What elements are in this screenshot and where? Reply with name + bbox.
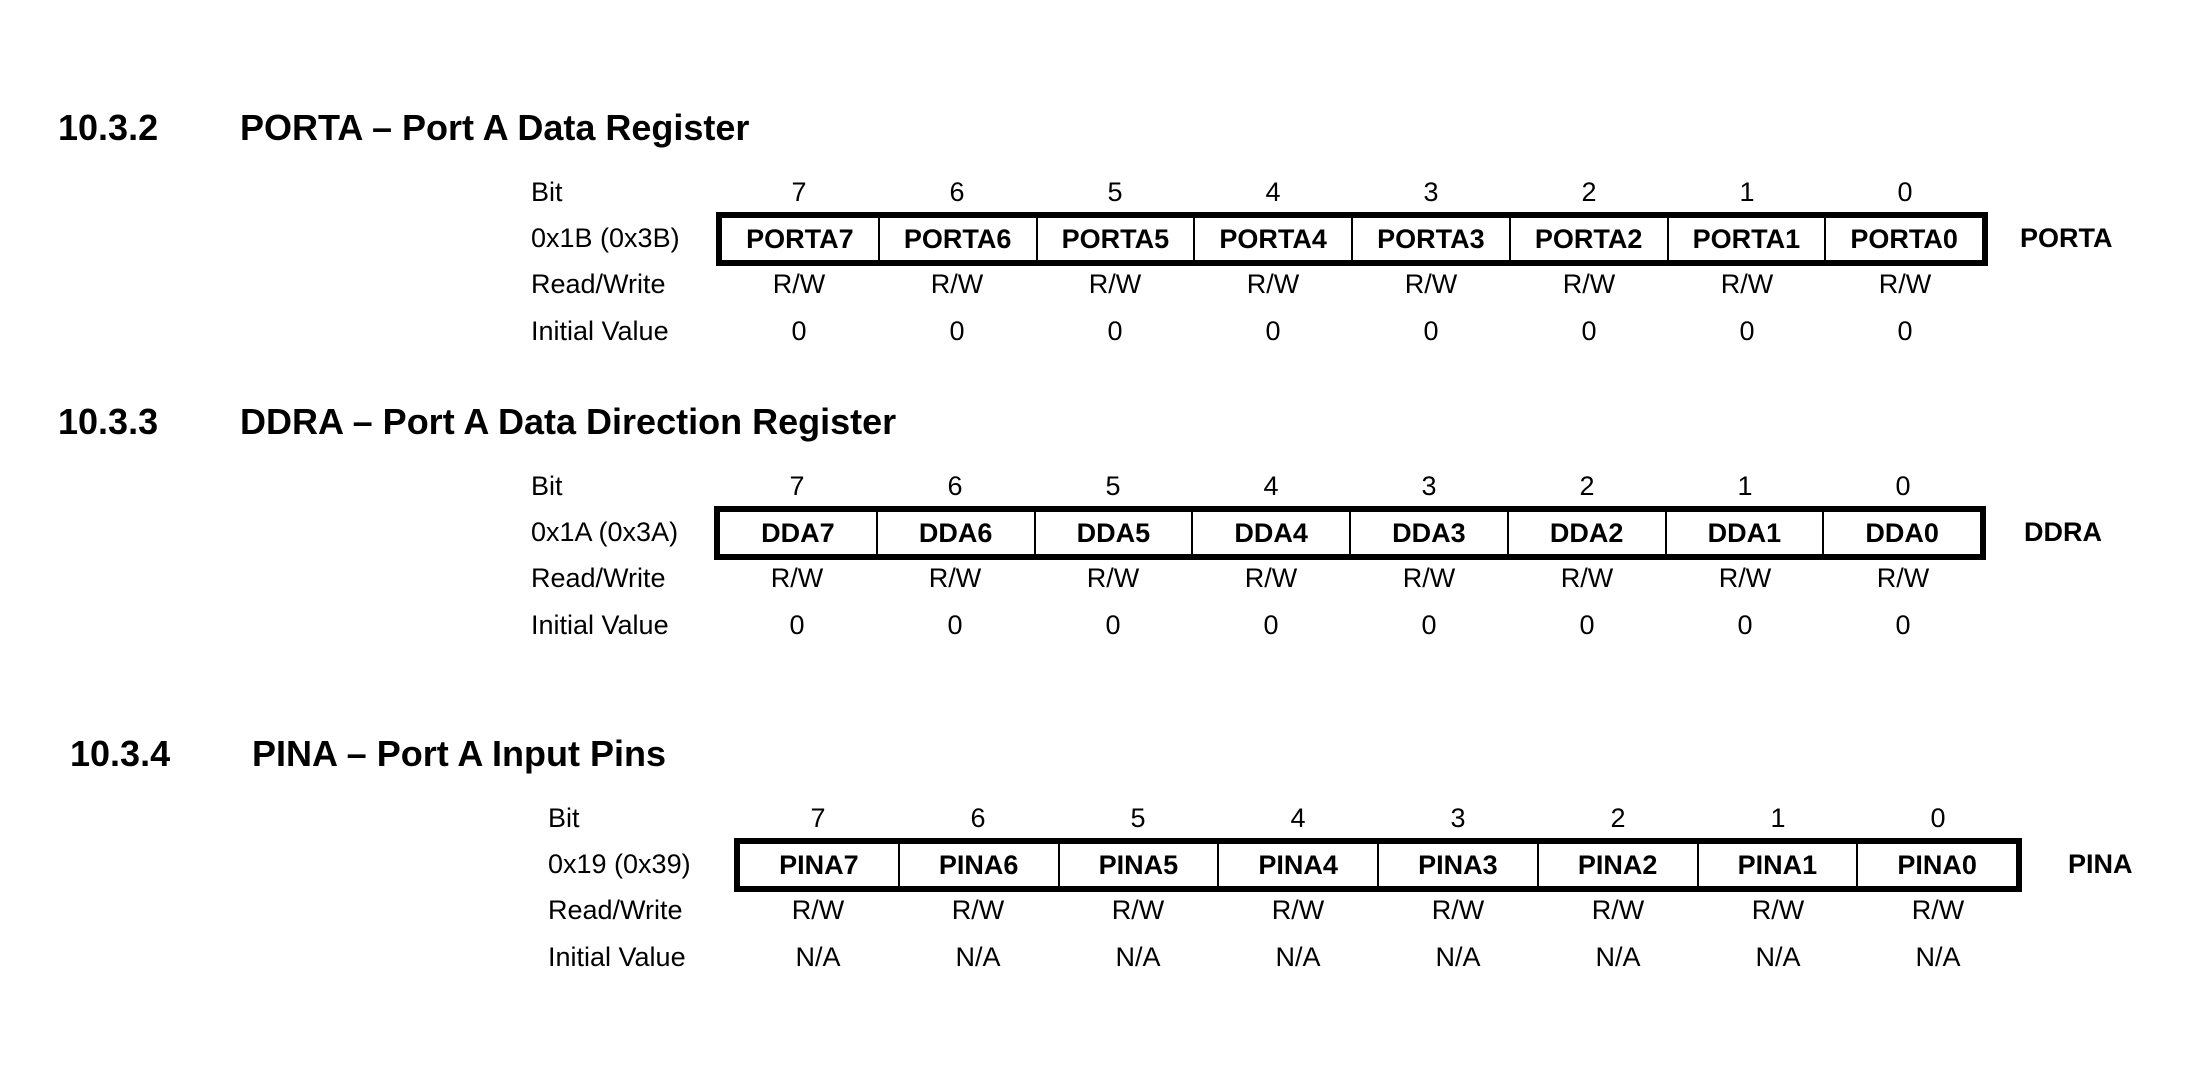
- access-value: R/W: [1431, 895, 1485, 925]
- register-name: PINA: [2068, 849, 2133, 879]
- initial-value: N/A: [795, 942, 841, 972]
- initial-value-label: Initial Value: [531, 316, 669, 346]
- access-value: R/W: [1560, 563, 1614, 593]
- bit-number: 3: [1423, 177, 1439, 207]
- address-label: 0x19 (0x39): [548, 849, 691, 879]
- bit-field: PINA7: [779, 849, 859, 880]
- bit-number: 6: [970, 803, 986, 833]
- access-value: R/W: [770, 563, 824, 593]
- bit-number: 2: [1579, 471, 1595, 501]
- access-value: R/W: [1591, 895, 1645, 925]
- initial-value: 0: [1265, 316, 1281, 346]
- initial-value: 0: [949, 316, 965, 346]
- initial-value: 0: [1263, 610, 1279, 640]
- initial-value-label: Initial Value: [531, 610, 669, 640]
- access-value: R/W: [951, 895, 1005, 925]
- bit-number: 7: [791, 177, 807, 207]
- bit-field: PINA3: [1377, 844, 1537, 886]
- section-heading: [58, 401, 897, 442]
- initial-value: N/A: [1275, 942, 1321, 972]
- register-name: PORTA: [2020, 223, 2113, 253]
- bit-field: PORTA7: [746, 223, 854, 254]
- initial-value: N/A: [955, 942, 1001, 972]
- register-bit-fields: [714, 506, 1986, 560]
- access-value: R/W: [1720, 269, 1774, 299]
- initial-value: N/A: [1435, 942, 1481, 972]
- access-value: R/W: [1876, 563, 1930, 593]
- bit-number: 0: [1897, 177, 1913, 207]
- bit-number: 0: [1930, 803, 1946, 833]
- bit-number: 1: [1770, 803, 1786, 833]
- access-value: R/W: [1402, 563, 1456, 593]
- initial-value: 0: [947, 610, 963, 640]
- access-value: R/W: [1562, 269, 1616, 299]
- access-value: R/W: [930, 269, 984, 299]
- bit-number: 3: [1450, 803, 1466, 833]
- initial-value: N/A: [1115, 942, 1161, 972]
- bit-number: 4: [1265, 177, 1281, 207]
- bit-field: PORTA0: [1824, 218, 1982, 260]
- bit-field: DDA1: [1665, 512, 1823, 554]
- bit-field: PINA2: [1537, 844, 1697, 886]
- section-number: 10.3.3: [58, 401, 159, 442]
- address-label: 0x1A (0x3A): [531, 517, 679, 547]
- bit-number: 4: [1263, 471, 1279, 501]
- initial-value: 0: [791, 316, 807, 346]
- section-number: 10.3.4: [70, 733, 171, 774]
- section-heading: [58, 107, 750, 148]
- bit-number: 6: [947, 471, 963, 501]
- bit-number: 6: [949, 177, 965, 207]
- access-value: R/W: [1244, 563, 1298, 593]
- bit-number: 1: [1737, 471, 1753, 501]
- bit-field: DDA7: [761, 517, 835, 548]
- bit-field: PINA4: [1217, 844, 1377, 886]
- initial-value: 0: [1107, 316, 1123, 346]
- section-title: DDRA – Port A Data Direction Register: [240, 401, 897, 442]
- bit-number: 1: [1739, 177, 1755, 207]
- bit-row-label: Bit: [548, 803, 580, 833]
- bit-field: PORTA2: [1509, 218, 1667, 260]
- register-bit-fields: [716, 212, 1988, 266]
- access-value: R/W: [791, 895, 845, 925]
- access-value: R/W: [1751, 895, 1805, 925]
- bit-field: PORTA6: [878, 218, 1036, 260]
- initial-value: N/A: [1755, 942, 1801, 972]
- initial-value: 0: [1737, 610, 1753, 640]
- read-write-label: Read/Write: [548, 895, 683, 925]
- bit-number: 0: [1895, 471, 1911, 501]
- bit-field: DDA6: [876, 512, 1034, 554]
- initial-value: N/A: [1915, 942, 1961, 972]
- bit-row-label: Bit: [531, 177, 563, 207]
- bit-number: 5: [1130, 803, 1146, 833]
- bit-field: DDA4: [1191, 512, 1349, 554]
- bit-field: PORTA5: [1036, 218, 1194, 260]
- bit-field: DDA5: [1034, 512, 1192, 554]
- access-value: R/W: [928, 563, 982, 593]
- bit-field: PORTA1: [1667, 218, 1825, 260]
- register-name: DDRA: [2024, 517, 2102, 547]
- bit-number: 4: [1290, 803, 1306, 833]
- initial-value: N/A: [1595, 942, 1641, 972]
- initial-value: 0: [1423, 316, 1439, 346]
- access-value: R/W: [1718, 563, 1772, 593]
- bit-number: 5: [1105, 471, 1121, 501]
- section-heading: [70, 733, 667, 774]
- access-value: R/W: [1246, 269, 1300, 299]
- bit-field: PINA5: [1058, 844, 1218, 886]
- bit-row-label: Bit: [531, 471, 563, 501]
- register-bit-fields: [734, 838, 2022, 892]
- bit-field: PINA0: [1856, 844, 2016, 886]
- initial-value: 0: [789, 610, 805, 640]
- access-value: R/W: [772, 269, 826, 299]
- initial-value: 0: [1581, 316, 1597, 346]
- bit-field: PINA1: [1697, 844, 1857, 886]
- read-write-label: Read/Write: [531, 563, 666, 593]
- read-write-label: Read/Write: [531, 269, 666, 299]
- initial-value: 0: [1739, 316, 1755, 346]
- bit-field: DDA3: [1349, 512, 1507, 554]
- bit-number: 2: [1581, 177, 1597, 207]
- access-value: R/W: [1878, 269, 1932, 299]
- bit-number: 7: [789, 471, 805, 501]
- bit-field: DDA2: [1507, 512, 1665, 554]
- bit-field: PINA6: [898, 844, 1058, 886]
- bit-number: 3: [1421, 471, 1437, 501]
- address-label: 0x1B (0x3B): [531, 223, 680, 253]
- initial-value: 0: [1895, 610, 1911, 640]
- initial-value: 0: [1421, 610, 1437, 640]
- section-title: PORTA – Port A Data Register: [240, 107, 750, 148]
- access-value: R/W: [1404, 269, 1458, 299]
- initial-value: 0: [1897, 316, 1913, 346]
- access-value: R/W: [1088, 269, 1142, 299]
- bit-number: 5: [1107, 177, 1123, 207]
- bit-field: PORTA3: [1351, 218, 1509, 260]
- initial-value-label: Initial Value: [548, 942, 686, 972]
- bit-field: PORTA4: [1193, 218, 1351, 260]
- access-value: R/W: [1271, 895, 1325, 925]
- initial-value: 0: [1105, 610, 1121, 640]
- bit-field: DDA0: [1822, 512, 1980, 554]
- section-title: PINA – Port A Input Pins: [252, 733, 667, 774]
- initial-value: 0: [1579, 610, 1595, 640]
- access-value: R/W: [1111, 895, 1165, 925]
- access-value: R/W: [1911, 895, 1965, 925]
- section-number: 10.3.2: [58, 107, 159, 148]
- access-value: R/W: [1086, 563, 1140, 593]
- bit-number: 2: [1610, 803, 1626, 833]
- bit-number: 7: [810, 803, 826, 833]
